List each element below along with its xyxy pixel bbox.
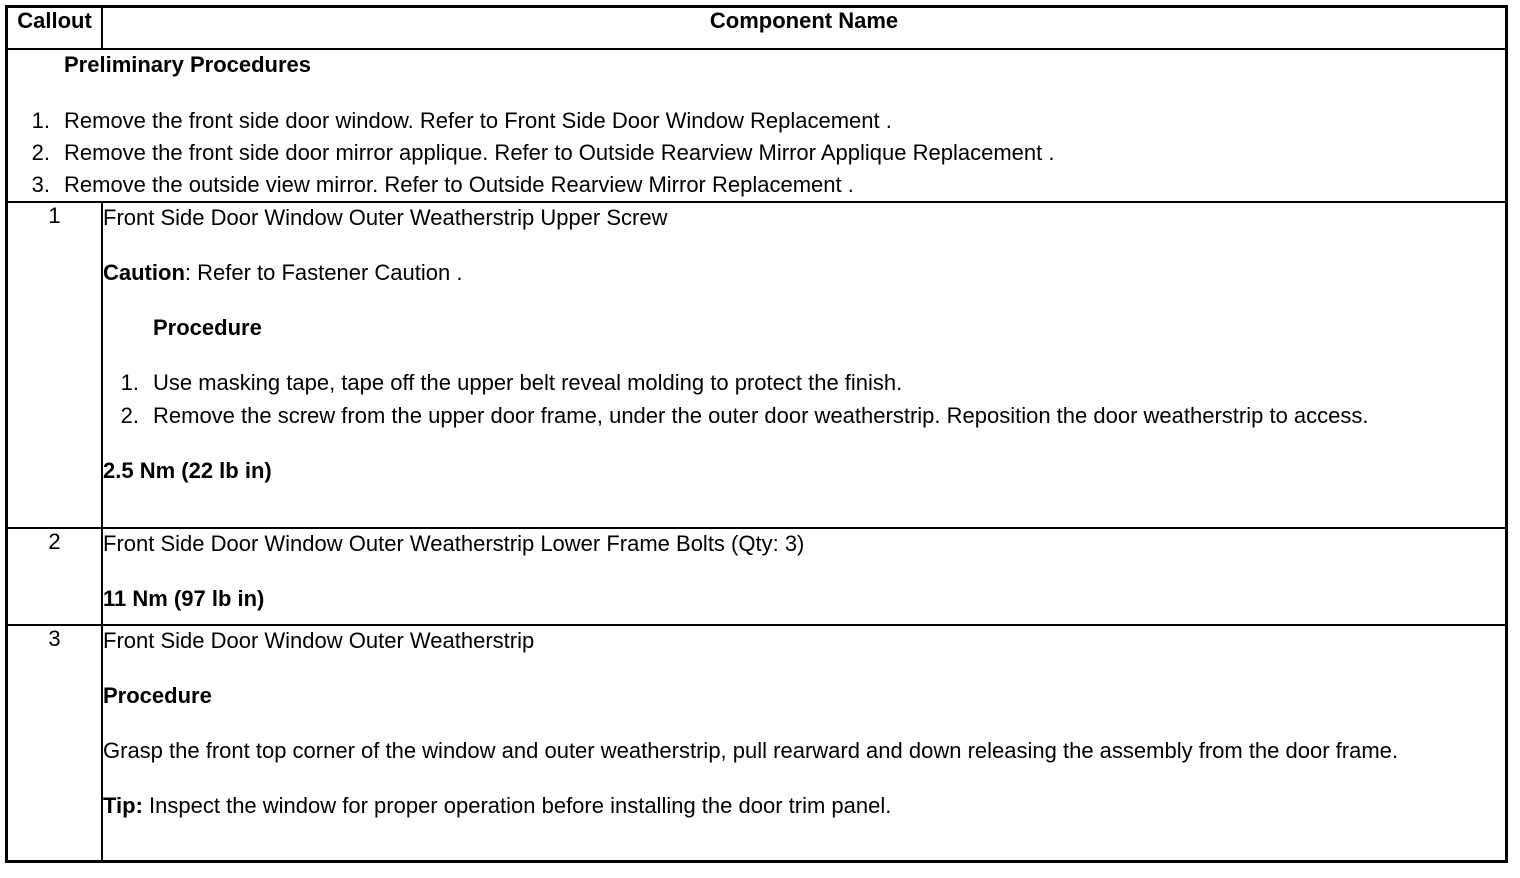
table-row (7, 528, 1507, 625)
column-header-component-name: Component Name (102, 7, 1507, 50)
list-item (8, 137, 1505, 169)
callout-number: 2 (7, 528, 103, 625)
step-text: Remove the front side door mirror applique. Refer to Outside Rearview Mirror Applique Replacement . (64, 140, 1055, 165)
procedure-text: Grasp the front top corner of the window and outer weatherstrip, pull rearward and down releasing the assembly from the door frame. (103, 738, 1399, 763)
component-name: Front Side Door Window Outer Weatherstrip Lower Frame Bolts (Qty: 3) (103, 531, 805, 556)
step-number: 1. (120, 370, 139, 395)
callout-number: 1 (7, 202, 103, 528)
list-item (8, 105, 1505, 137)
table-row (7, 202, 1507, 528)
step-text: Remove the front side door window. Refer to Front Side Door Window Replacement . (64, 108, 892, 133)
column-header-callout: Callout (7, 7, 103, 50)
list-item (8, 169, 1505, 201)
tip-label: Tip: (103, 793, 143, 818)
step-number: 2. (31, 140, 50, 165)
tip-line (103, 791, 1505, 821)
table-header-row (7, 7, 1507, 50)
procedure-heading: Procedure (103, 683, 212, 708)
callout-table (5, 5, 1508, 863)
step-text: Remove the screw from the upper door frame, under the outer door weatherstrip. Reposition the door weatherstrip to access. (153, 403, 1369, 428)
list-item (103, 368, 1505, 398)
list-item (103, 401, 1505, 431)
caution-label: Caution (103, 260, 185, 285)
caution-text: : Refer to Fastener Caution . (184, 260, 463, 285)
preliminary-steps-list (8, 105, 1505, 201)
step-text: Remove the outside view mirror. Refer to Outside Rearview Mirror Replacement . (64, 172, 854, 197)
step-text: Use masking tape, tape off the upper belt reveal molding to protect the finish. (153, 370, 903, 395)
caution-line (103, 258, 1505, 288)
tip-text: Inspect the window for proper operation before installing the door trim panel. (142, 793, 892, 818)
procedure-heading: Procedure (153, 315, 262, 340)
torque-spec: 2.5 Nm (22 lb in) (103, 458, 272, 483)
preliminary-row (7, 49, 1507, 202)
component-name: Front Side Door Window Outer Weatherstrip (103, 628, 535, 653)
step-number: 1. (31, 108, 50, 133)
component-cell (102, 202, 1507, 528)
callout-number: 3 (7, 625, 103, 861)
torque-spec: 11 Nm (97 lb in) (103, 586, 265, 611)
component-name: Front Side Door Window Outer Weatherstrip Upper Screw (103, 205, 668, 230)
step-number: 3. (31, 172, 50, 197)
step-number: 2. (120, 403, 139, 428)
table-row (7, 625, 1507, 861)
preliminary-title: Preliminary Procedures (64, 52, 312, 77)
component-cell (102, 625, 1507, 861)
component-cell (102, 528, 1507, 625)
preliminary-procedures-cell (7, 49, 1507, 202)
procedure-steps-list (103, 368, 1505, 431)
